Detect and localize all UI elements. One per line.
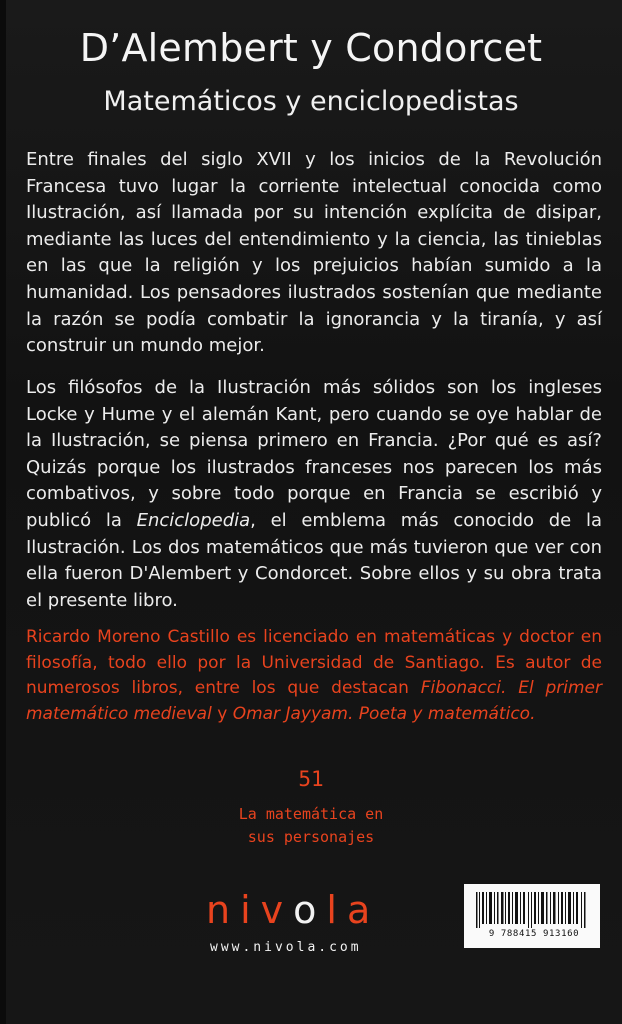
logo-text-o: o xyxy=(293,888,327,932)
isbn-number: 9 788415 913160 xyxy=(488,929,580,939)
author-bio-text-2: y xyxy=(211,703,233,724)
author-bio xyxy=(26,625,602,727)
logo-text-2: la xyxy=(326,888,381,932)
synopsis-paragraph-2 xyxy=(26,375,602,614)
synopsis-text-before: Los filósofos de la Ilustración más sólidos son los ingleses Locke y Hume y el alemán Kant, pero cuando se oye hablar de la Ilustración, se piensa primero en Francia. ¿Por qué es así? Quizás porque los ilustrados franceses nos parecen los más combativos, y sobre todo porque en Francia se escribió y publicó la xyxy=(26,377,602,531)
author-book-2: Omar Jayyam. Poeta y matemático. xyxy=(232,703,536,724)
book-title: D’Alembert y Condorcet xyxy=(79,26,543,70)
barcode xyxy=(464,884,600,948)
publisher-url: www.nivola.com xyxy=(210,940,362,955)
barcode-bars xyxy=(476,892,588,928)
synopsis-italic-title: Enciclopedia xyxy=(136,509,251,531)
series-name-line-2: sus personajes xyxy=(247,828,375,846)
author-bio-text-1: Ricardo Moreno Castillo es licenciado en matemáticas y doctor en filosofía, todo ello por la Universidad de Santiago. Es autor de numerosos libros, entre los que destacan xyxy=(26,627,602,699)
spine-edge xyxy=(0,0,6,1024)
synopsis-paragraph-1: Entre finales del siglo XVII y los inicios de la Revolución Francesa tuvo lugar la corriente intelectual conocida como Ilustración, así llamada por su intención explícita de disipar, mediante las luces del entendimiento y la ciencia, las tinieblas en las que la religión y los prejuicios habían sumido a la humanidad. Los pensadores ilustrados sostenían que mediante la razón se podía combatir la ignorancia y la tiranía, y así construir un mundo mejor. xyxy=(26,149,602,357)
publisher-logo xyxy=(206,888,380,932)
logo-text-1: niv xyxy=(206,888,294,932)
author-book-1: Fibonacci. El primer matemático medieval xyxy=(26,678,602,724)
series-number: 51 xyxy=(298,767,324,791)
synopsis-text-after: , el emblema más conocido de la Ilustración. Los dos matemáticos que más tuvieron que ver con ella fueron D'Alembert y Condorcet. Sobre ellos y su obra trata el presente libro. xyxy=(26,509,602,611)
series-name-line-1: La matemática en xyxy=(238,805,384,823)
series-name xyxy=(0,803,622,849)
book-subtitle: Matemáticos y enciclopedistas xyxy=(103,86,519,117)
